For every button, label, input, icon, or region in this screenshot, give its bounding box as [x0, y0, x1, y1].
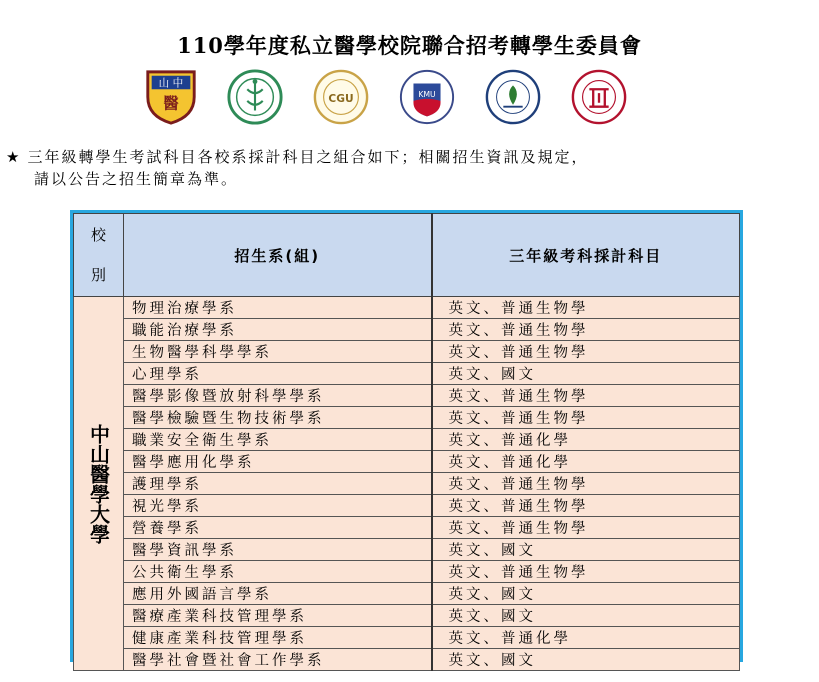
- department-cell: 醫學檢驗暨生物技術學系: [124, 407, 432, 429]
- svg-text:KMU: KMU: [418, 90, 436, 99]
- table-row: [74, 517, 740, 539]
- header-subjects: 三年級考科採計科目: [432, 214, 740, 297]
- star-icon: ★: [6, 148, 22, 166]
- kaohsiung-medical-university-logo: [398, 68, 456, 126]
- department-cell: 物理治療學系: [124, 297, 432, 319]
- subjects-cell: 英文、普通化學: [432, 429, 740, 451]
- department-cell: 心理學系: [124, 363, 432, 385]
- taipei-medical-university-logo: [570, 68, 628, 126]
- department-cell: 公共衛生學系: [124, 561, 432, 583]
- subjects-cell: 英文、國文: [432, 649, 740, 671]
- department-cell: 視光學系: [124, 495, 432, 517]
- table-row: [74, 341, 740, 363]
- subjects-cell: 英文、普通生物學: [432, 561, 740, 583]
- notice-line-2: 請以公告之招生簡章為準。: [34, 170, 239, 188]
- department-cell: 健康產業科技管理學系: [124, 627, 432, 649]
- department-cell: 職業安全衛生學系: [124, 429, 432, 451]
- subjects-cell: 英文、國文: [432, 605, 740, 627]
- department-cell: 護理學系: [124, 473, 432, 495]
- subjects-cell: 英文、普通生物學: [432, 473, 740, 495]
- subjects-cell: 英文、普通生物學: [432, 341, 740, 363]
- subjects-cell: 英文、普通化學: [432, 627, 740, 649]
- subjects-cell: 英文、普通生物學: [432, 385, 740, 407]
- subjects-cell: 英文、普通生物學: [432, 319, 740, 341]
- table-row: [74, 627, 740, 649]
- svg-text:醫: 醫: [163, 93, 179, 113]
- tzu-chi-university-logo: [484, 68, 542, 126]
- chang-gung-logo: [312, 68, 370, 126]
- china-medical-university-logo: [226, 68, 284, 126]
- header-school: 校 別: [74, 214, 124, 297]
- school-name: 中山醫學大學: [74, 297, 124, 671]
- notice-text: [6, 146, 816, 190]
- svg-text:CGU: CGU: [328, 91, 354, 105]
- table-row: [74, 451, 740, 473]
- department-cell: 醫學影像暨放射科學學系: [124, 385, 432, 407]
- table-row: [74, 583, 740, 605]
- table-row: [74, 407, 740, 429]
- table-row: [74, 561, 740, 583]
- table-row: [74, 473, 740, 495]
- svg-text:山 中: 山 中: [158, 76, 184, 90]
- table-row: [74, 495, 740, 517]
- department-cell: 職能治療學系: [124, 319, 432, 341]
- table-row: [74, 385, 740, 407]
- subjects-cell: 英文、普通化學: [432, 451, 740, 473]
- subjects-cell: 英文、普通生物學: [432, 495, 740, 517]
- page-title: 110學年度私立醫學校院聯合招考轉學生委員會: [177, 33, 642, 58]
- header-department: 招生系(組): [124, 214, 432, 297]
- subjects-cell: 英文、普通生物學: [432, 407, 740, 429]
- table-row: [74, 297, 740, 319]
- department-cell: 醫學資訊學系: [124, 539, 432, 561]
- department-cell: 醫學應用化學系: [124, 451, 432, 473]
- department-cell: 生物醫學科學學系: [124, 341, 432, 363]
- university-logos: [140, 68, 680, 128]
- table-row: [74, 429, 740, 451]
- department-cell: 營養學系: [124, 517, 432, 539]
- department-cell: 醫療產業科技管理學系: [124, 605, 432, 627]
- subjects-cell: 英文、普通生物學: [432, 297, 740, 319]
- department-cell: 醫學社會暨社會工作學系: [124, 649, 432, 671]
- table-row: [74, 539, 740, 561]
- table-row: [74, 363, 740, 385]
- subjects-table: [70, 210, 743, 669]
- table-body: [74, 297, 740, 671]
- chung-shan-logo: [142, 68, 200, 126]
- notice-line-1: 三年級轉學生考試科目各校系採計科目之組合如下；相關招生資訊及規定，: [27, 148, 589, 166]
- subjects-cell: 英文、普通生物學: [432, 517, 740, 539]
- subjects-cell: 英文、國文: [432, 539, 740, 561]
- table-row: [74, 319, 740, 341]
- table-row: [74, 605, 740, 627]
- department-cell: 應用外國語言學系: [124, 583, 432, 605]
- table-row: [74, 649, 740, 671]
- subjects-cell: 英文、國文: [432, 363, 740, 385]
- subjects-cell: 英文、國文: [432, 583, 740, 605]
